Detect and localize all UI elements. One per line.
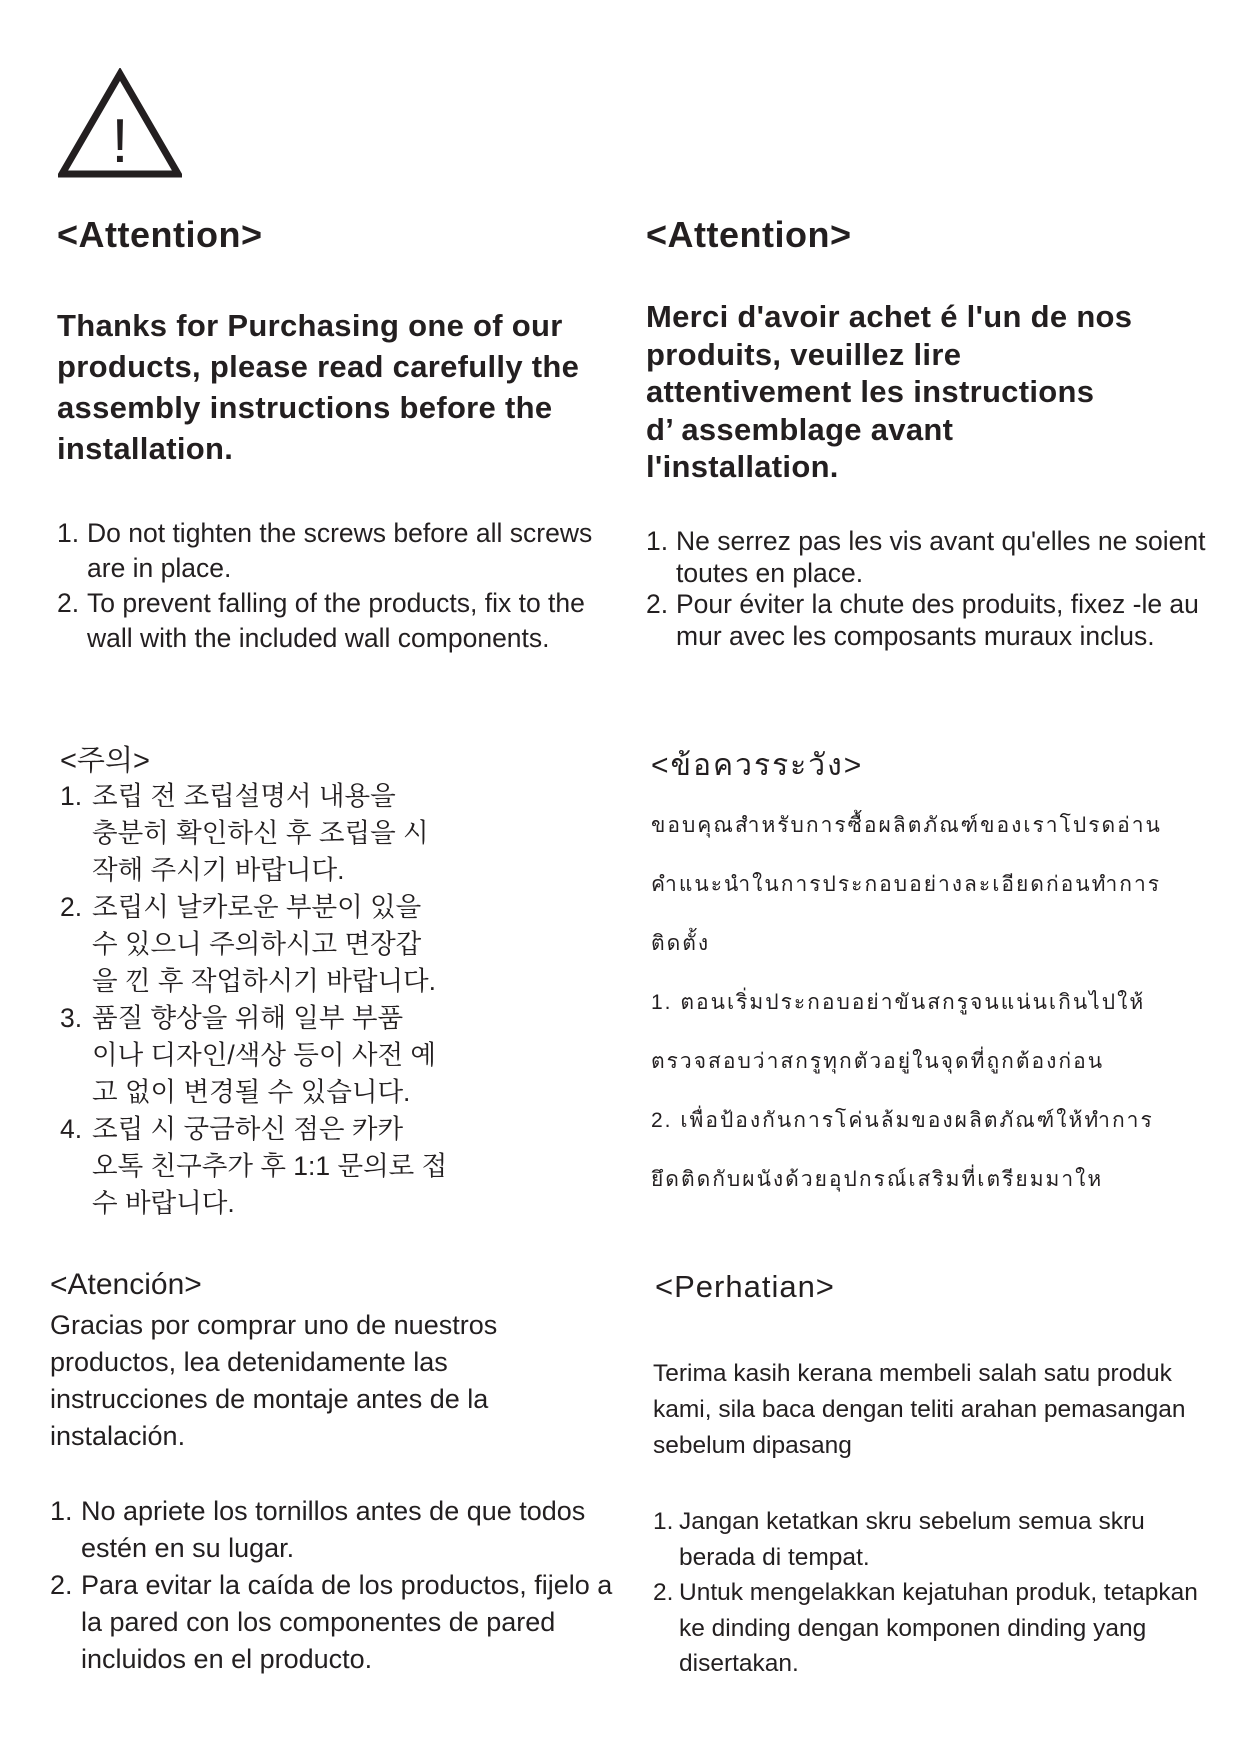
english-intro: Thanks for Purchasing one of our products, please read carefully the assembly instructions before the installation. xyxy=(57,308,580,466)
list-item: 2. Pour éviter la chute des produits, fixez -le au mur avec les composants muraux inclus. xyxy=(646,589,1199,651)
malay-instructions-list xyxy=(653,1504,1213,1682)
list-item: 2. 조립시 날카로운 부분이 있을 수 있으니 주의하시고 면장갑 을 낀 후 작업하시기 바랍니다. xyxy=(60,892,437,996)
spanish-intro: Gracias por comprar uno de nuestros productos, lea detenidamente las instrucciones de montaje antes de la instalación. xyxy=(50,1310,498,1451)
korean-attention-title: <주의> xyxy=(60,745,150,777)
list-item: 1. 조립 전 조립설명서 내용을 충분히 확인하신 후 조립을 시 작해 주시기 바랍니다. xyxy=(60,781,429,885)
thai-instructions xyxy=(651,812,1211,1225)
list-item: 2. Para evitar la caída de los productos, fijelo a la pared con los componentes de pared incluidos en el producto. xyxy=(50,1570,613,1674)
thai-attention-title: <ข้อควรระวัง> xyxy=(651,749,864,782)
korean-instructions-list xyxy=(60,778,580,1222)
list-item: 1. No apriete los tornillos antes de que todos estén en su lugar. xyxy=(50,1496,586,1563)
thai-line: 1. ตอนเริ่มประกอบอย่าขันสกรูจนแน่นเกินไปให้ xyxy=(651,991,1146,1014)
list-item: 1. Ne serrez pas les vis avant qu'elles ne soient toutes en place. xyxy=(646,526,1206,588)
thai-line: ติดตั้ง xyxy=(651,932,711,955)
list-item: 2. Untuk mengelakkan kejatuhan produk, tetapkan ke dinding dengan komponen dinding yang disertakan. xyxy=(653,1579,1198,1677)
thai-line: ตรวจสอบว่าสกรูทุกตัวอยู่ในจุดที่ถูกต้องก่อน xyxy=(651,1050,1105,1073)
english-instructions-list xyxy=(57,516,617,656)
malay-attention-title: <Perhatian> xyxy=(655,1269,835,1304)
list-item: 3. 품질 향상을 위해 일부 부품 이나 디자인/색상 등이 사전 예 고 없이 변경될 수 있습니다. xyxy=(60,1003,437,1107)
spanish-attention-title: <Atención> xyxy=(50,1268,202,1301)
thai-line: ยึดติดกับผนังด้วยอุปกรณ์เสริมที่เตรียมมาให xyxy=(651,1168,1104,1191)
malay-intro: Terima kasih kerana membeli salah satu produk kami, sila baca dengan teliti arahan pemasangan sebelum dipasang xyxy=(653,1360,1186,1459)
list-item: 1. Do not tighten the screws before all screws are in place. xyxy=(57,518,593,583)
thai-line: ขอบคุณสำหรับการซื้อผลิตภัณฑ์ของเราโปรดอ่าน xyxy=(651,814,1162,837)
list-item: 1. Jangan ketatkan skru sebelum semua skru berada di tempat. xyxy=(653,1508,1145,1571)
english-attention-title: <Attention> xyxy=(57,214,263,255)
spanish-instructions-list xyxy=(50,1493,630,1678)
warning-triangle-icon xyxy=(58,68,182,180)
french-instructions-list xyxy=(646,526,1206,652)
list-item: 2. To prevent falling of the products, fix to the wall with the included wall components. xyxy=(57,588,585,653)
thai-line: 2. เพื่อป้องกันการโค่นล้มของผลิตภัณฑ์ให้ทำการ xyxy=(651,1109,1154,1132)
french-attention-title: <Attention> xyxy=(646,214,852,255)
list-item: 4. 조립 시 궁금하신 점은 카카 오톡 친구추가 후 1:1 문의로 접 수 바랍니다. xyxy=(60,1114,448,1218)
french-intro: Merci d'avoir achet é l'un de nos produits, veuillez lire attentivement les instructions d’ assemblage avant l'installation. xyxy=(646,299,1133,484)
thai-line: คำแนะนำในการประกอบอย่างละเอียดก่อนทำการ xyxy=(651,873,1162,896)
exclamation-mark: ! xyxy=(111,107,129,176)
